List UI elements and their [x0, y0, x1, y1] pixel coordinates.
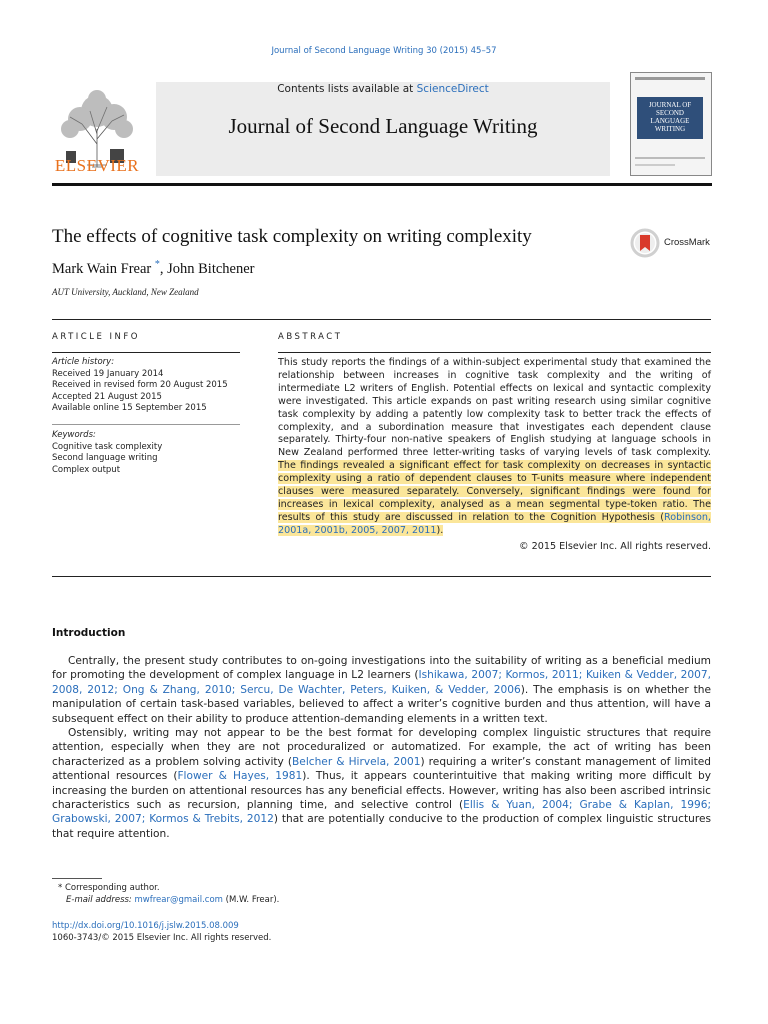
citation-link[interactable]: Flower & Hayes, 1981	[177, 770, 303, 783]
info-divider	[52, 352, 240, 353]
cover-rule	[635, 157, 705, 159]
footnotes	[52, 882, 279, 906]
body-text	[52, 654, 711, 841]
history-item: Accepted 21 August 2015	[52, 391, 162, 402]
article-history	[52, 357, 240, 415]
keywords	[52, 430, 240, 476]
citation-link[interactable]: Belcher & Hirvela, 2001	[292, 755, 421, 768]
abstract-text	[278, 357, 711, 538]
abstract-end: ).	[436, 524, 444, 536]
history-item: Received in revised form 20 August 2015	[52, 380, 228, 390]
crossmark-icon	[630, 228, 660, 258]
abstract-body: This study reports the findings of a within-subject experimental study that examined the relationship between increases in cognitive task complexity and the writing of intermediate L2 writers of English. Potential effects on lexical and syntactic complexity were investigated. This article expands on past writing research using similar cognitive task complexity by adding a patently low complexity task to better track the effects of complexity, and a subordination measure that investigates each dependent clause separately. Thirty-four non-native speakers of English studying at language schools in New Zealand performed three letter-writing tasks of varying levels of task complexity.	[278, 357, 711, 459]
author-separator: ,	[159, 260, 168, 277]
contents-prefix: Contents lists available at	[277, 83, 417, 95]
paragraph-text: Ostensibly, writing may not appear to be the best format for developing complex linguistic structures that require attention, especially when they are not proceduralized or automatized. For example, the act of writing has been characterized as a problem solving activity (	[52, 727, 711, 768]
contents-line	[156, 82, 610, 95]
keyword-item: Cognitive task complexity	[52, 441, 163, 452]
paragraph	[52, 726, 711, 841]
paragraph-text: ) that are potentially conducive to the production of complex linguistic structures that require attention.	[52, 813, 711, 840]
corresponding-author-note: * Corresponding author.	[58, 883, 160, 893]
affiliation: AUT University, Auckland, New Zealand	[52, 287, 199, 297]
email-label: E-mail address:	[66, 895, 135, 905]
email-suffix: (M.W. Frear).	[222, 895, 280, 905]
publisher-wordmark: ELSEVIER	[54, 156, 140, 175]
corresponding-author-marker[interactable]: *	[154, 259, 160, 270]
issn-line: 1060-3743/© 2015 Elsevier Inc. All rights reserved.	[52, 933, 272, 943]
keywords-label: Keywords:	[52, 430, 96, 440]
article-title: The effects of cognitive task complexity on writing complexity	[52, 226, 532, 247]
article-info-heading: ARTICLE INFO	[52, 332, 140, 342]
abstract-divider	[278, 352, 711, 353]
author-name[interactable]: Mark Wain Frear	[52, 260, 152, 277]
history-item: Received 19 January 2014	[52, 368, 164, 379]
info-divider	[52, 424, 240, 425]
abstract-copyright: © 2015 Elsevier Inc. All rights reserved.	[519, 541, 711, 552]
journal-title: Journal of Second Language Writing	[228, 114, 538, 138]
paragraph-text: ). Thus, it appears counterintuitive that making writing more difficult by increasing the burden on attentional resources has any beneficial effects. However, writing has also been ascribed intrinsic characteristics such as recursion, planning time, and selective control (	[52, 770, 711, 812]
author-name[interactable]: John Bitchener	[167, 260, 255, 277]
email-link[interactable]: mwfrear@gmail.com	[134, 895, 223, 905]
citation-link[interactable]: Ishikawa, 2007; Kormos, 2011; Kuiken & Vedder, 2007, 2008, 2012; Ong & Zhang, 2010; Sercu, De Wachter, Peters, Kuiken, & Vedder, 2006	[52, 669, 711, 696]
journal-reference-link[interactable]: Journal of Second Language Writing 30 (2015) 45–57	[271, 46, 497, 56]
header-divider	[52, 183, 712, 186]
section-divider	[52, 319, 711, 320]
citation-link[interactable]: Ellis & Yuan, 2004; Grabe & Kaplan, 1996; Grabowski, 2007; Kormos & Trebits, 2012	[52, 799, 712, 826]
author-list	[52, 259, 255, 278]
keyword-item: Complex output	[52, 464, 121, 475]
cover-title: JOURNAL OF SECOND LANGUAGE WRITING	[637, 97, 703, 139]
crossmark-label: CrossMark	[664, 237, 710, 248]
journal-banner	[156, 82, 610, 176]
footnote-divider	[52, 878, 102, 879]
crossmark-button[interactable]	[630, 228, 714, 260]
history-label: Article history:	[52, 357, 115, 367]
abstract-heading: ABSTRACT	[278, 332, 343, 342]
section-heading: Introduction	[52, 627, 126, 639]
cover-rule	[635, 164, 675, 166]
cover-rule	[635, 77, 705, 80]
keyword-item: Second language writing	[52, 453, 158, 463]
paragraph	[52, 654, 711, 726]
email-line	[52, 894, 279, 906]
paragraph-text: ). The emphasis is on whether the manipulation of certain task-based variables, believed to affect a writer’s cognitive burden and thus attention, will have a subsequent effect on their ability to produce attention-demanding elements in a written text.	[52, 683, 711, 725]
sciencedirect-link[interactable]: ScienceDirect	[416, 83, 489, 95]
paragraph-text: ) requiring a writer’s constant management of limited attentional resources (	[52, 755, 712, 783]
citation-link[interactable]: Robinson, 2001a, 2001b, 2005, 2007, 2011	[278, 511, 711, 536]
history-item: Available online 15 September 2015	[52, 403, 207, 413]
journal-cover-image	[630, 72, 712, 176]
section-divider	[52, 576, 711, 577]
masthead	[52, 72, 712, 182]
doi-link[interactable]: http://dx.doi.org/10.1016/j.jslw.2015.08.009	[52, 921, 239, 931]
paragraph-text: Centrally, the present study contributes to on-going investigations into the suitability of writing as a beneficial medium for promoting the development of complex language in L2 learners (	[52, 655, 711, 682]
doi-block	[52, 920, 271, 944]
highlighted-abstract[interactable]: The findings revealed a significant effect for task complexity on decreases in syntactic complexity using a ratio of dependent clauses to T-units measure where independent clauses were measured separately. Conversely, significant findings were found for increases in lexical complexity, analysed as a mean segmental type-token ratio. The results of this study are discussed in relation to the Cognition Hypothesis (	[278, 460, 711, 523]
